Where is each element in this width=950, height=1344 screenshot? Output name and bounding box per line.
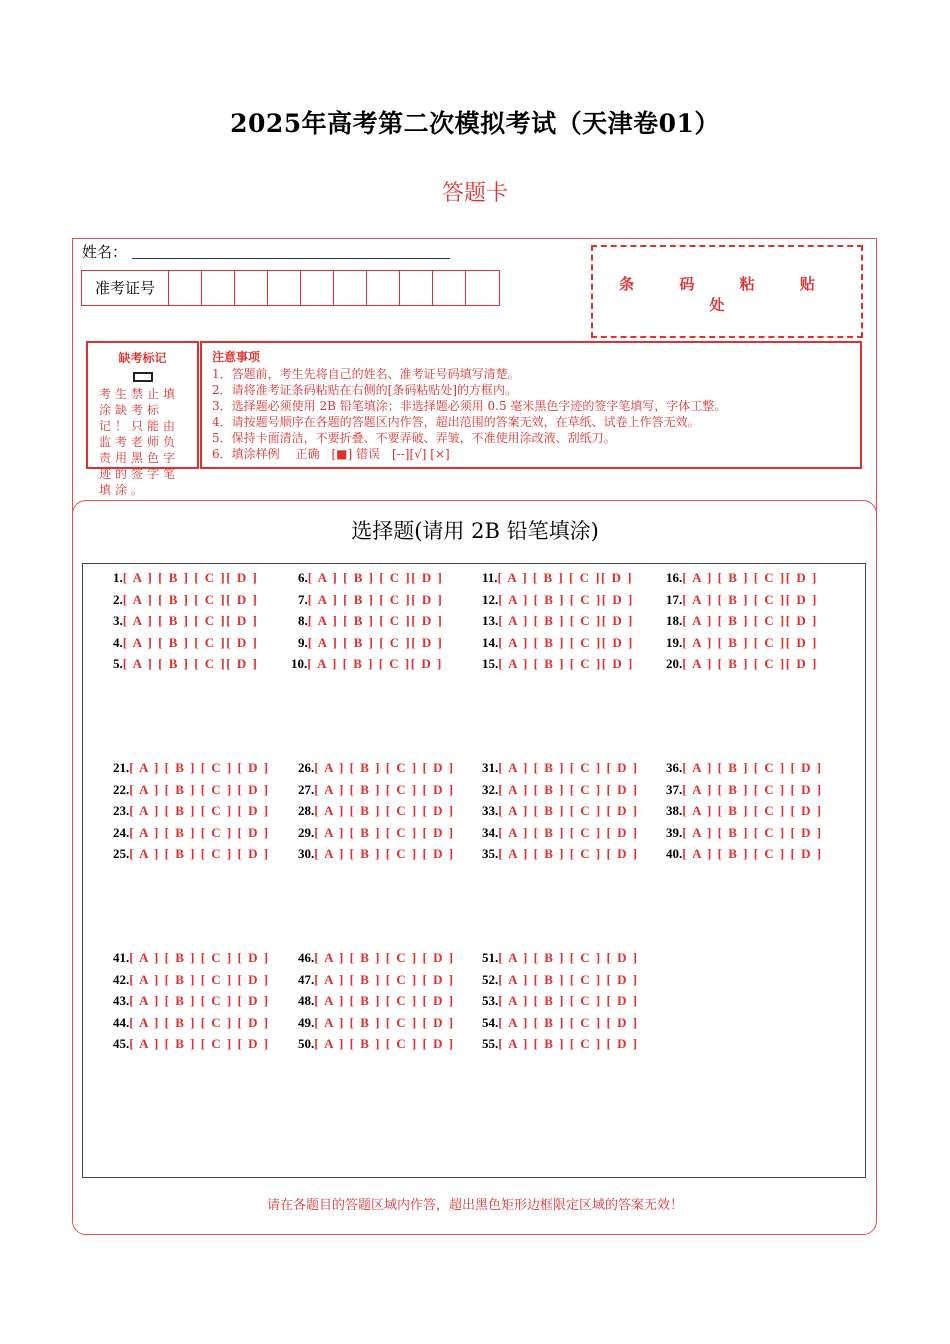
question-number: 36. [666, 760, 683, 775]
question-row[interactable] [482, 846, 639, 862]
question-number: 33. [482, 803, 499, 818]
answer-options[interactable]: [ A ] [ B ] [ C ][ D ] [498, 634, 634, 650]
question-row[interactable] [298, 972, 455, 988]
question-number: 23. [113, 803, 130, 818]
question-row[interactable] [482, 1036, 639, 1052]
absent-mark-checkbox[interactable] [133, 372, 153, 382]
question-number: 42. [113, 971, 130, 987]
answer-options[interactable]: [ A ] [ B ] [ C ] [ D ] [314, 1036, 455, 1051]
question-row[interactable] [482, 972, 639, 988]
question-row[interactable] [298, 993, 455, 1009]
name-label: 姓名： [82, 243, 128, 261]
exam-id-cell[interactable] [400, 271, 433, 305]
question-row[interactable] [113, 760, 270, 776]
answer-options[interactable]: [ A ] [ B ] [ C ] [ D ] [129, 1014, 270, 1030]
answer-options[interactable]: [ A ] [ B ] [ C ][ D ] [307, 570, 444, 585]
question-row[interactable] [113, 803, 270, 819]
question-number: 49. [298, 1014, 315, 1030]
answer-options[interactable]: [ A ] [ B ] [ C ] [ D ] [498, 803, 639, 818]
note-item: 6．填涂样例 正确 [■] 错误 [--][√] [×] [212, 447, 450, 461]
question-row[interactable] [666, 570, 818, 586]
question-number: 54. [482, 1014, 499, 1030]
question-row[interactable] [298, 803, 455, 819]
question-row[interactable] [482, 592, 634, 608]
footer-warning: 请在各题目的答题区域内作答，超出黑色矩形边框限定区域的答案无效！ [266, 1198, 683, 1213]
question-number: 27. [298, 781, 315, 797]
question-row[interactable] [666, 613, 818, 629]
question-number: 22. [113, 781, 130, 797]
question-number: 1. [113, 570, 123, 585]
exam-id-cell[interactable] [235, 271, 268, 305]
question-row[interactable] [666, 782, 823, 798]
answer-options[interactable]: [ A ] [ B ] [ C ] [ D ] [314, 803, 455, 818]
question-row[interactable] [666, 656, 818, 672]
answer-options[interactable]: [ A ] [ B ] [ C ] [ D ] [129, 760, 270, 775]
answer-options[interactable]: [ A ] [ B ] [ C ] [ D ] [682, 781, 823, 797]
question-number: 52. [482, 971, 499, 987]
question-row[interactable] [113, 950, 270, 966]
question-number: 21. [113, 760, 130, 775]
exam-id-cell[interactable] [202, 271, 235, 305]
question-row[interactable] [298, 760, 455, 776]
question-number: 18. [666, 613, 683, 628]
note-item: 3．选择题必须使用 2B 铅笔填涂；非选择题必须用 0.5 毫米黑色字迹的签字笔填写，字体工整。 [212, 399, 727, 413]
question-number: 46. [298, 950, 315, 965]
question-number: 19. [666, 634, 683, 650]
answer-options[interactable]: [ A ] [ B ] [ C ][ D ] [307, 634, 444, 650]
question-number: 43. [113, 993, 130, 1008]
question-row[interactable] [298, 846, 455, 862]
question-row[interactable] [482, 993, 639, 1009]
answer-options[interactable]: [ A ] [ B ] [ C ] [ D ] [682, 803, 823, 818]
answer-options[interactable]: [ A ] [ B ] [ C ] [ D ] [498, 781, 639, 797]
question-number: 5. [113, 656, 123, 671]
question-row[interactable] [113, 656, 258, 672]
question-number: 4. [113, 634, 123, 650]
answer-options[interactable]: [ A ] [ B ] [ C ] [ D ] [129, 846, 270, 861]
question-row[interactable] [482, 950, 639, 966]
question-number: 16. [666, 570, 683, 585]
question-number: 26. [298, 760, 315, 775]
question-row[interactable] [298, 613, 443, 629]
answer-options[interactable]: [ A ] [ B ] [ C ][ D ] [307, 613, 444, 628]
question-row[interactable] [666, 825, 823, 841]
question-number: 9. [298, 634, 308, 650]
answer-options[interactable]: [ A ] [ B ] [ C ] [ D ] [129, 971, 270, 987]
answer-options[interactable]: [ A ] [ B ] [ C ][ D ] [682, 656, 818, 671]
question-row[interactable] [113, 1036, 270, 1052]
question-row[interactable] [666, 760, 823, 776]
question-row[interactable] [298, 950, 455, 966]
question-number: 6. [298, 570, 308, 585]
question-number: 12. [482, 591, 499, 607]
exam-id-cell[interactable] [367, 271, 400, 305]
question-number: 37. [666, 781, 683, 797]
barcode-label: 条 码 粘 贴 处 [619, 275, 835, 314]
answer-options[interactable]: [ A ] [ B ] [ C ][ D ] [682, 591, 818, 607]
exam-id-grid [81, 270, 500, 306]
question-row[interactable] [298, 1036, 455, 1052]
answer-options[interactable]: [ A ] [ B ] [ C ] [ D ] [682, 846, 823, 861]
answer-options[interactable]: [ A ] [ B ] [ C ] [ D ] [314, 1014, 455, 1030]
question-number: 15. [482, 656, 499, 671]
question-row[interactable] [298, 570, 443, 586]
question-row[interactable] [298, 1015, 455, 1031]
answer-options[interactable]: [ A ] [ B ] [ C ] [ D ] [498, 824, 639, 840]
question-number: 40. [666, 846, 683, 861]
answer-options[interactable]: [ A ] [ B ] [ C ] [ D ] [682, 824, 823, 840]
question-number: 38. [666, 803, 683, 818]
question-row[interactable] [298, 825, 455, 841]
exam-id-cell[interactable] [169, 271, 202, 305]
question-row[interactable] [482, 635, 634, 651]
question-row[interactable] [113, 635, 258, 651]
question-number: 41. [113, 950, 130, 965]
answer-options[interactable]: [ A ] [ B ] [ C ] [ D ] [129, 1036, 270, 1051]
answer-options[interactable]: [ A ] [ B ] [ C ][ D ] [122, 570, 259, 585]
exam-id-cell[interactable] [301, 271, 334, 305]
answer-options[interactable]: [ A ] [ B ] [ C ][ D ] [682, 613, 818, 628]
question-row[interactable] [482, 760, 639, 776]
question-number: 32. [482, 781, 499, 797]
exam-id-cell[interactable] [433, 271, 466, 305]
answer-options[interactable]: [ A ] [ B ] [ C ] [ D ] [682, 760, 823, 775]
answer-options[interactable]: [ A ] [ B ] [ C ][ D ] [307, 656, 443, 671]
question-row[interactable] [298, 782, 455, 798]
answer-options[interactable]: [ A ] [ B ] [ C ][ D ] [307, 591, 444, 607]
question-number: 30. [298, 846, 315, 861]
answer-options[interactable]: [ A ] [ B ] [ C ] [ D ] [129, 993, 270, 1008]
question-row[interactable] [666, 592, 818, 608]
question-row[interactable] [482, 656, 634, 672]
question-number: 24. [113, 824, 130, 840]
absent-mark-box [86, 341, 199, 497]
question-row[interactable] [298, 592, 443, 608]
question-row[interactable] [113, 825, 270, 841]
question-row[interactable] [113, 782, 270, 798]
answer-options[interactable]: [ A ] [ B ] [ C ] [ D ] [498, 993, 639, 1008]
question-number: 11. [482, 570, 498, 585]
absent-mark-title: 缺考标记 [118, 351, 167, 365]
answer-options[interactable]: [ A ] [ B ] [ C ] [ D ] [498, 760, 639, 775]
question-row[interactable] [666, 635, 818, 651]
question-number: 2. [113, 591, 123, 607]
question-number: 3. [113, 613, 123, 628]
answer-options[interactable]: [ A ] [ B ] [ C ] [ D ] [314, 781, 455, 797]
answer-options[interactable]: [ A ] [ B ] [ C ] [ D ] [129, 803, 270, 818]
question-row[interactable] [298, 635, 443, 651]
question-row[interactable] [291, 656, 443, 672]
answer-options[interactable]: [ A ] [ B ] [ C ][ D ] [122, 591, 259, 607]
answer-options[interactable]: [ A ] [ B ] [ C ] [ D ] [314, 824, 455, 840]
question-row[interactable] [113, 993, 270, 1009]
question-number: 17. [666, 591, 683, 607]
question-number: 34. [482, 824, 499, 840]
question-row[interactable] [113, 1015, 270, 1031]
note-item: 4．请按题号顺序在各题的答题区内作答，超出范围的答案无效，在草纸、试卷上作答无效。 [212, 415, 700, 429]
question-row[interactable] [482, 782, 639, 798]
answer-options[interactable]: [ A ] [ B ] [ C ] [ D ] [498, 950, 639, 965]
answer-options[interactable]: [ A ] [ B ] [ C ] [ D ] [498, 1036, 639, 1051]
answer-options[interactable]: [ A ] [ B ] [ C ][ D ] [498, 613, 634, 628]
question-number: 7. [298, 591, 308, 607]
question-row[interactable] [482, 570, 633, 586]
question-number: 53. [482, 993, 499, 1008]
question-number: 25. [113, 846, 130, 861]
answer-options[interactable]: [ A ] [ B ] [ C ][ D ] [682, 570, 818, 585]
barcode-area [591, 245, 863, 338]
exam-id-cell[interactable] [466, 271, 499, 305]
note-item: 5．保持卡面清洁，不要折叠、不要弄破、弄皱，不准使用涂改液、刮纸刀。 [212, 431, 616, 445]
note-item: 1．答题前，考生先将自己的姓名、准考证号码填写清楚。 [212, 367, 520, 381]
note-item: 2．请将准考证条码粘贴在右侧的[条码粘贴处]的方框内。 [212, 383, 518, 397]
answer-options[interactable]: [ A ] [ B ] [ C ] [ D ] [498, 971, 639, 987]
notes-title: 注意事项 [212, 350, 261, 364]
answer-sheet-subtitle: 答题卡 [441, 181, 508, 206]
question-row[interactable] [482, 825, 639, 841]
question-number: 13. [482, 613, 499, 628]
question-row[interactable] [482, 613, 634, 629]
notes-box [200, 341, 862, 469]
answer-options[interactable]: [ A ] [ B ] [ C ][ D ] [682, 634, 818, 650]
answer-options[interactable]: [ A ] [ B ] [ C ] [ D ] [498, 1014, 639, 1030]
exam-id-cell[interactable] [334, 271, 367, 305]
question-row[interactable] [113, 570, 258, 586]
answer-options[interactable]: [ A ] [ B ] [ C ] [ D ] [129, 824, 270, 840]
answer-options[interactable]: [ A ] [ B ] [ C ][ D ] [497, 570, 634, 585]
question-number: 44. [113, 1014, 130, 1030]
answer-options[interactable]: [ A ] [ B ] [ C ] [ D ] [314, 846, 455, 861]
answer-options[interactable]: [ A ] [ B ] [ C ][ D ] [498, 656, 634, 671]
question-number: 55. [482, 1036, 499, 1051]
question-number: 14. [482, 634, 499, 650]
answer-options[interactable]: [ A ] [ B ] [ C ] [ D ] [314, 993, 455, 1008]
answer-options[interactable]: [ A ] [ B ] [ C ][ D ] [122, 613, 259, 628]
question-number: 35. [482, 846, 499, 861]
question-row[interactable] [113, 613, 258, 629]
name-field[interactable] [132, 258, 450, 259]
question-number: 45. [113, 1036, 130, 1051]
question-number: 10. [291, 656, 308, 671]
answer-options[interactable]: [ A ] [ B ] [ C ][ D ] [122, 634, 259, 650]
exam-title: 2025年高考第二次模拟考试（天津卷01） [230, 109, 720, 138]
exam-id-cell[interactable] [268, 271, 301, 305]
answer-options[interactable]: [ A ] [ B ] [ C ] [ D ] [314, 971, 455, 987]
question-number: 28. [298, 803, 315, 818]
absent-mark-text: 考生禁止填涂缺考标记！只能由监考老师负责用黑色字迹的签字笔填涂。 [99, 387, 180, 497]
question-number: 29. [298, 824, 315, 840]
answer-options[interactable]: [ A ] [ B ] [ C ][ D ] [498, 591, 634, 607]
question-number: 48. [298, 993, 315, 1008]
answer-options[interactable]: [ A ] [ B ] [ C ] [ D ] [314, 950, 455, 965]
question-row[interactable] [482, 803, 639, 819]
answer-options[interactable]: [ A ] [ B ] [ C ][ D ] [122, 656, 259, 671]
answer-options[interactable]: [ A ] [ B ] [ C ] [ D ] [314, 760, 455, 775]
question-row[interactable] [666, 846, 823, 862]
question-row[interactable] [666, 803, 823, 819]
question-row[interactable] [113, 846, 270, 862]
question-row[interactable] [482, 1015, 639, 1031]
question-number: 8. [298, 613, 308, 628]
question-number: 51. [482, 950, 499, 965]
question-row[interactable] [113, 592, 258, 608]
question-number: 39. [666, 824, 683, 840]
answer-options[interactable]: [ A ] [ B ] [ C ] [ D ] [129, 950, 270, 965]
question-row[interactable] [113, 972, 270, 988]
question-number: 47. [298, 971, 315, 987]
exam-id-label: 准考证号 [82, 271, 169, 305]
question-number: 31. [482, 760, 499, 775]
question-number: 20. [666, 656, 683, 671]
answer-options[interactable]: [ A ] [ B ] [ C ] [ D ] [129, 781, 270, 797]
question-number: 50. [298, 1036, 315, 1051]
answer-options[interactable]: [ A ] [ B ] [ C ] [ D ] [498, 846, 639, 861]
choice-section-title: 选择题(请用 2B 铅笔填涂) [351, 519, 599, 543]
